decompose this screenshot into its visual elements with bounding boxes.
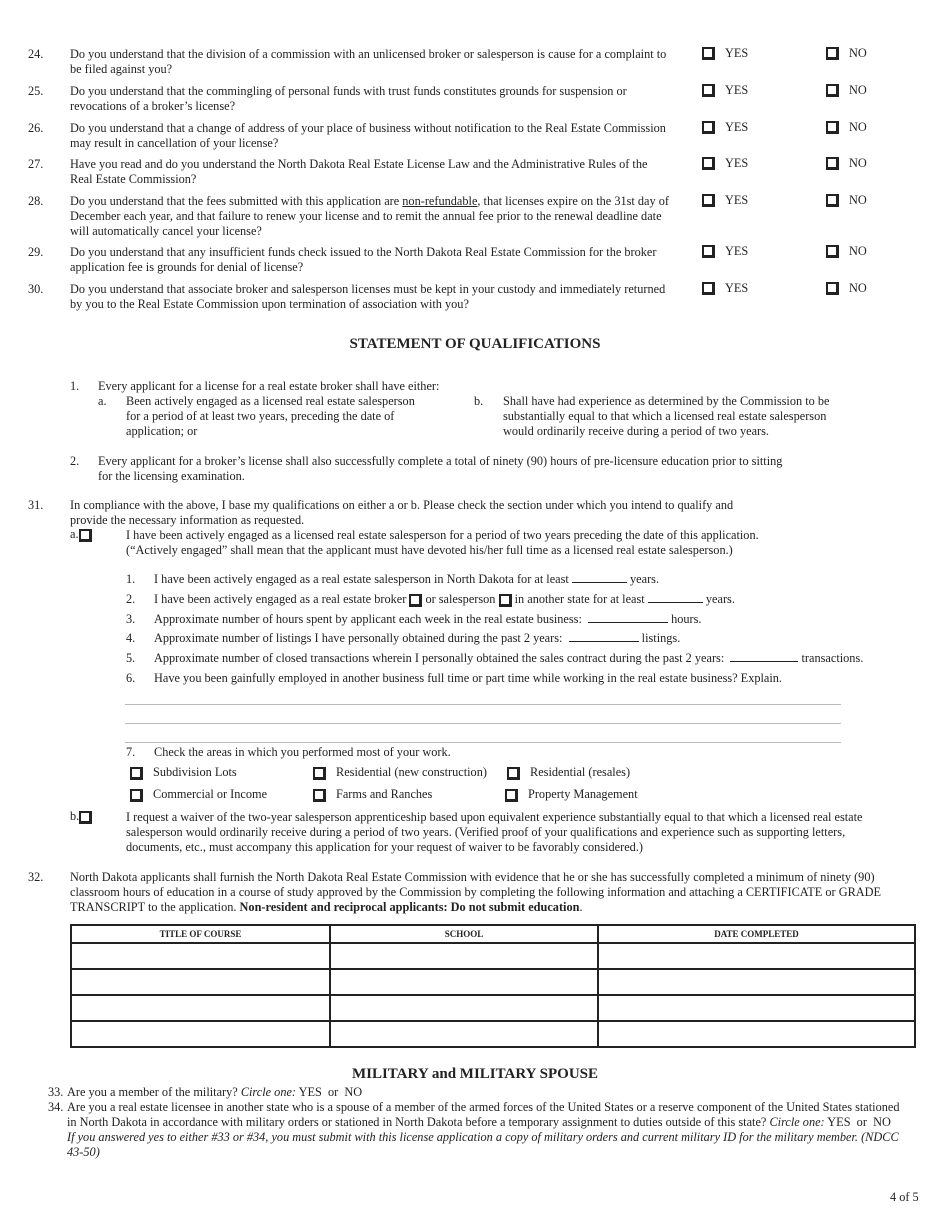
no-option[interactable]: NO <box>826 45 867 61</box>
q31-sub2: I have been actively engaged as a real estate broker or salesperson in another state for at least years. <box>154 592 735 606</box>
page-number: 4 of 5 <box>890 1190 919 1204</box>
question-text: Do you understand that a change of address of your place of business without notification to the Real Estate Commission may result in cancellation of your license? <box>70 121 666 150</box>
table-cell[interactable] <box>71 969 330 995</box>
soq-item-number: 1. <box>70 379 80 393</box>
table-row <box>71 1021 915 1047</box>
column-header: TITLE OF COURSE <box>71 925 330 943</box>
table-row <box>71 995 915 1021</box>
q31-sub3: Approximate number of hours spent by applicant each week in the real estate business: hours. <box>154 612 702 626</box>
area-option-residential-resales[interactable]: Residential (resales) <box>507 765 630 780</box>
explain-line[interactable] <box>125 704 841 705</box>
years-other-state-field[interactable] <box>648 592 703 603</box>
soq-b-text: Shall have had experience as determined by the Commission to be substantially equal to that which a licensed real estate salesperson would ordinarily receive during a period of two years. <box>503 394 830 438</box>
sub-number: 6. <box>126 671 136 685</box>
question-number: 24. <box>28 47 44 61</box>
yes-checkbox[interactable] <box>702 194 715 207</box>
area-checkbox[interactable] <box>130 789 143 802</box>
q31-text: In compliance with the above, I base my qualifications on either a or b. Please check the section under which you intend to qualify and provide the necessary information as requested. <box>70 498 734 527</box>
listings-field[interactable] <box>569 631 639 642</box>
area-option-residential-new[interactable]: Residential (new construction) <box>313 765 487 780</box>
question-text: Do you understand that associate broker and salesperson licenses must be kept in your custody and immediately returned by you to the Real Estate Commission upon termination of association with you? <box>70 282 666 311</box>
q33-text: Are you a member of the military? Circle one: YES or NO <box>67 1085 363 1099</box>
non-refundable-underlined: non-refundable <box>402 194 478 208</box>
question-text: Do you understand that the commingling of personal funds with trust funds constitutes grounds for suspension or revocations of a broker’s license? <box>70 84 627 113</box>
yes-checkbox[interactable] <box>702 121 715 134</box>
course-table <box>70 924 916 1048</box>
no-checkbox[interactable] <box>826 194 839 207</box>
q32-text: North Dakota applicants shall furnish the North Dakota Real Estate Commission with evidence that he or she has successfully completed a minimum of ninety (90) classroom hours of education in a course of study approved by the Commission by completing the following information and attaching a CERTIFICATE or GRADE TRANSCRIPT to the application. Non-resident and reciprocal applicants: Do not submit education. <box>70 870 882 914</box>
explain-line[interactable] <box>125 742 841 743</box>
sub-number: 4. <box>126 631 136 645</box>
q31-a-text: I have been actively engaged as a licensed real estate salesperson for a period of two years preceding the date of this application. (“Actively engaged” shall mean that the applicant must have devoted his/her full time as a licensed real estate salesperson.) <box>126 528 759 557</box>
area-option-commercial[interactable]: Commercial or Income <box>130 787 267 802</box>
yes-option[interactable]: YES <box>702 155 748 171</box>
soq-a-text: Been actively engaged as a licensed real estate salesperson for a period of at least two years, preceding the date of application; or <box>126 394 415 438</box>
table-header-row <box>71 925 915 943</box>
sub-number: 1. <box>126 572 136 586</box>
q34-text: Are you a real estate licensee in another state who is a spouse of a member of the armed forces of the United States or a reserve component of the United States stationed in North Dakota in accordance with military orders or stationed in North Dakota before a temporary assignment to duties outside of this state? Circle one: YES or NO If you answered yes to either #33 or #34, you must submit with this license application a copy of military orders and current military ID for the military member. (NDCC 43-50) <box>67 1100 900 1159</box>
question-number: 29. <box>28 245 44 259</box>
q31-b-checkbox[interactable] <box>79 811 92 824</box>
sub-number: 2. <box>126 592 136 606</box>
question-text: Have you read and do you understand the North Dakota Real Estate License Law and the Administrative Rules of the Real Estate Commission? <box>70 157 648 186</box>
soq-item-number: 2. <box>70 454 80 468</box>
yes-option[interactable]: YES <box>702 192 748 208</box>
table-cell[interactable] <box>71 943 330 969</box>
soq-a-label: a. <box>98 394 107 408</box>
q31-sub6: Have you been gainfully employed in another business full time or part time while working in the real estate business? Explain. <box>154 671 783 685</box>
no-checkbox[interactable] <box>826 84 839 97</box>
table-cell[interactable] <box>598 1021 915 1047</box>
area-checkbox[interactable] <box>130 767 143 780</box>
years-nd-field[interactable] <box>572 572 627 583</box>
yes-checkbox[interactable] <box>702 245 715 258</box>
area-checkbox[interactable] <box>313 789 326 802</box>
no-option[interactable]: NO <box>826 243 867 259</box>
table-cell[interactable] <box>330 995 598 1021</box>
yes-checkbox[interactable] <box>702 47 715 60</box>
question-number: 25. <box>28 84 44 98</box>
sub-number: 5. <box>126 651 136 665</box>
question-text: Do you understand that the division of a commission with an unlicensed broker or salesperson is cause for a complaint to be filed against you? <box>70 47 667 76</box>
table-cell[interactable] <box>598 969 915 995</box>
question-text: Do you understand that any insufficient funds check issued to the North Dakota Real Estate Commission for the broker application fee is grounds for denial of license? <box>70 245 657 274</box>
table-cell[interactable] <box>330 1021 598 1047</box>
explain-line[interactable] <box>125 723 841 724</box>
area-option-property-mgmt[interactable]: Property Management <box>505 787 638 802</box>
q31-sub7: Check the areas in which you performed most of your work. <box>154 745 451 759</box>
q31-sub5: Approximate number of closed transactions wherein I personally obtained the sales contract during the past 2 years: transactions. <box>154 651 864 665</box>
question-number: 28. <box>28 194 44 208</box>
table-cell[interactable] <box>330 969 598 995</box>
question-number: 33. <box>48 1085 64 1099</box>
q31-b-text: I request a waiver of the two-year salesperson apprenticeship based upon equivalent experience substantially equal to that which a licensed real estate salesperson would ordinarily receive during a period of two years. (Verified proof of your qualifications and experience such as supporting letters, documents, etc., must accompany this application for your request of waiver to be favorably considered.) <box>126 810 863 854</box>
no-option[interactable]: NO <box>826 155 867 171</box>
table-row <box>71 969 915 995</box>
area-checkbox[interactable] <box>507 767 520 780</box>
table-cell[interactable] <box>71 1021 330 1047</box>
yes-checkbox[interactable] <box>702 282 715 295</box>
yes-option[interactable]: YES <box>702 45 748 61</box>
question-number: 34. <box>48 1100 64 1114</box>
broker-checkbox[interactable] <box>409 594 422 607</box>
transactions-field[interactable] <box>730 651 798 662</box>
question-number: 26. <box>28 121 44 135</box>
q31-sub1: I have been actively engaged as a real estate salesperson in North Dakota for at least years. <box>154 572 660 586</box>
no-option[interactable]: NO <box>826 192 867 208</box>
sub-number: 7. <box>126 745 136 759</box>
soq-b-label: b. <box>474 394 484 408</box>
soq-item2-text: Every applicant for a broker’s license shall also successfully complete a total of ninety (90) hours of pre-licensure education prior to sitting for the licensing examination. <box>98 454 783 483</box>
column-header: DATE COMPLETED <box>598 925 915 943</box>
question-number: 31. <box>28 498 44 512</box>
column-header: SCHOOL <box>330 925 598 943</box>
q31-a-option[interactable]: a. <box>70 527 92 542</box>
no-checkbox[interactable] <box>826 121 839 134</box>
hours-field[interactable] <box>588 612 668 623</box>
sub-number: 3. <box>126 612 136 626</box>
yes-option[interactable]: YES <box>702 119 748 135</box>
section-title-military: MILITARY and MILITARY SPOUSE <box>351 1066 599 1082</box>
question-text: Do you understand that the fees submitted with this application are non-refundable, that licenses expire on the 31st day of December each year, and that failure to renew your license and to remit the annual fee prior to the renewal deadline date will automatically cancel your license? <box>70 194 669 238</box>
no-checkbox[interactable] <box>826 282 839 295</box>
section-title-qualifications: STATEMENT OF QUALIFICATIONS <box>349 336 601 352</box>
table-cell[interactable] <box>598 995 915 1021</box>
no-option[interactable]: NO <box>826 119 867 135</box>
military-note: If you answered yes to either #33 or #34, you must submit with this license application a copy of military orders and current military ID for the military member. (NDCC 43-50) <box>67 1130 899 1159</box>
no-checkbox[interactable] <box>826 47 839 60</box>
no-option[interactable]: NO <box>826 82 867 98</box>
q31-b-option[interactable]: b. <box>70 809 92 824</box>
table-cell[interactable] <box>330 943 598 969</box>
yes-checkbox[interactable] <box>702 157 715 170</box>
q31-a-checkbox[interactable] <box>79 529 92 542</box>
area-checkbox[interactable] <box>313 767 326 780</box>
no-checkbox[interactable] <box>826 245 839 258</box>
area-option-subdivision[interactable]: Subdivision Lots <box>130 765 237 780</box>
table-cell[interactable] <box>598 943 915 969</box>
question-number: 27. <box>28 157 44 171</box>
soq-item1-text: Every applicant for a license for a real estate broker shall have either: <box>98 379 440 393</box>
no-option[interactable]: NO <box>826 280 867 296</box>
q31-sub4: Approximate number of listings I have personally obtained during the past 2 years: listings. <box>154 631 681 645</box>
yes-option[interactable]: YES <box>702 243 748 259</box>
yes-option[interactable]: YES <box>702 82 748 98</box>
yes-checkbox[interactable] <box>702 84 715 97</box>
table-cell[interactable] <box>71 995 330 1021</box>
area-checkbox[interactable] <box>505 789 518 802</box>
area-option-farms[interactable]: Farms and Ranches <box>313 787 432 802</box>
no-checkbox[interactable] <box>826 157 839 170</box>
question-number: 32. <box>28 870 44 884</box>
salesperson-checkbox[interactable] <box>499 594 512 607</box>
question-number: 30. <box>28 282 44 296</box>
table-row <box>71 943 915 969</box>
yes-option[interactable]: YES <box>702 280 748 296</box>
